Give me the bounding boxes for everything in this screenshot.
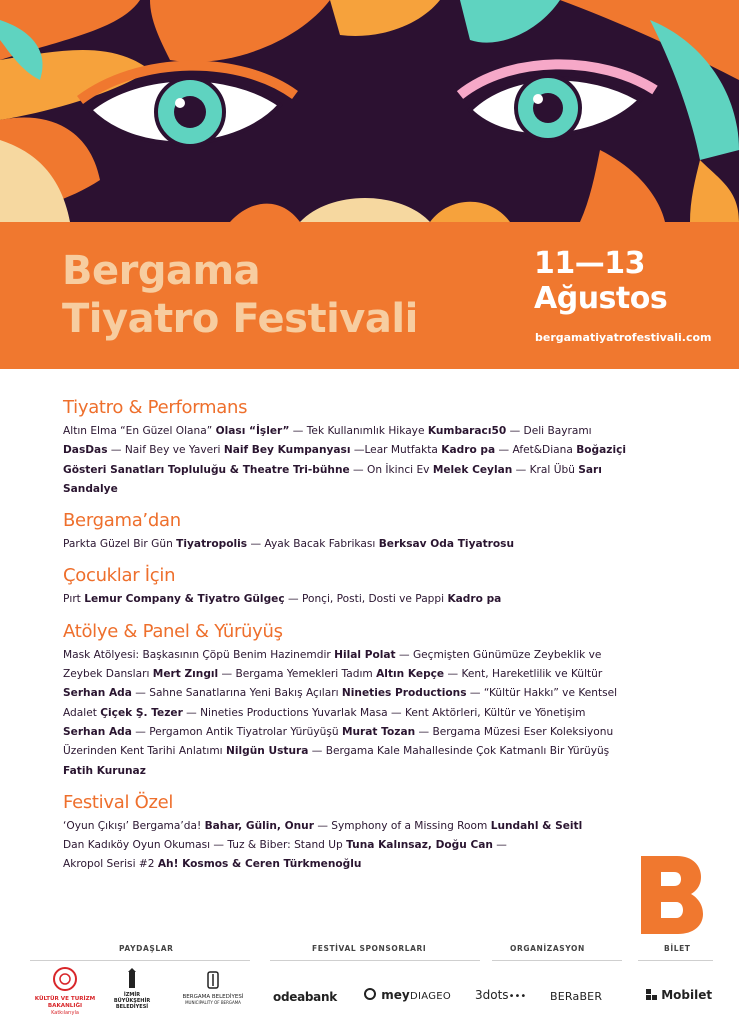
section-body xyxy=(63,646,663,781)
program-section xyxy=(63,621,663,781)
bergama-logo-line2: MUNICIPALITY OF BERGAMA xyxy=(185,1000,241,1005)
section-heading: Çocuklar İçin xyxy=(63,565,176,587)
performer-name: Altın Kepçe xyxy=(376,668,445,681)
performer-name: Mert Zıngıl xyxy=(152,668,219,681)
bergama-emblem-icon xyxy=(205,970,221,990)
footer-divider xyxy=(492,960,622,961)
event-title: — xyxy=(492,839,507,852)
event-title: Zeybek Dansları xyxy=(63,668,153,681)
event-title: Mask Atölyesi: Başkasının Çöpü Benim Hazinemdir xyxy=(63,648,335,661)
program-section xyxy=(63,565,663,609)
event-title: — Ponçi, Posti, Dosti ve Pappi xyxy=(284,593,448,606)
diageo-logo[interactable]: DIAGEO xyxy=(410,991,452,1002)
illustration-banner xyxy=(0,0,739,222)
performer-name: Sandalye xyxy=(63,482,118,495)
festival-title-line2: Tiyatro Festivali xyxy=(62,296,418,342)
event-title: — Geçmişten Günümüze Zeybeklik ve xyxy=(395,648,602,661)
performer-name: Lundahl & Seitl xyxy=(490,819,583,832)
event-title: Adalet xyxy=(63,706,101,719)
performer-name: Serhan Ada xyxy=(63,687,132,700)
event-title: — Afet&Diana xyxy=(495,444,577,457)
performer-name: Hilal Polat xyxy=(334,648,396,661)
footer-heading-paydaslar: PAYDAŞLAR xyxy=(119,944,174,953)
event-title: — Nineties Productions Yuvarlak Masa — Kent Aktörleri, Kültür ve Yönetişim xyxy=(182,706,586,719)
mey-logo-text: mey xyxy=(381,988,410,1002)
performer-name: Olası “İşler” xyxy=(215,425,290,437)
3dots-logo-text: 3dots xyxy=(475,988,509,1002)
performer-name: Gösteri Sanatları Topluluğu & Theatre Tri-bühne xyxy=(63,463,350,476)
section-heading: Bergama’dan xyxy=(63,510,181,532)
performer-name: Boğaziçi xyxy=(576,444,626,457)
odeabank-logo[interactable]: odeabank xyxy=(273,990,337,1004)
kultur-logo-line2: BAKANLIĞI xyxy=(47,1003,83,1009)
event-title: — On İkinci Ev xyxy=(349,463,433,476)
section-body xyxy=(63,535,663,554)
kultur-logo-line1: KÜLTÜR VE TURİZM xyxy=(34,996,96,1002)
event-title: — “Kültür Hakkı” ve Kentsel xyxy=(466,687,618,700)
beraber-logo[interactable]: BERaBER xyxy=(550,990,603,1003)
3dots-logo[interactable] xyxy=(475,988,526,1002)
izmir-bb-logo[interactable] xyxy=(110,968,154,1010)
footer-divider xyxy=(270,960,480,961)
performer-name: Nilgün Ustura xyxy=(226,745,309,758)
event-title: — Pergamon Antik Tiyatrolar Yürüyüşü xyxy=(131,725,342,738)
performer-name: Fatih Kurunaz xyxy=(63,764,146,777)
performer-name: Çiçek Ş. Tezer xyxy=(100,706,183,719)
program-section xyxy=(63,792,663,875)
performer-name: Berksav Oda Tiyatrosu xyxy=(378,538,515,551)
event-title: — Symphony of a Missing Room xyxy=(313,819,491,832)
event-title: — Bergama Kale Mahallesinde Çok Katmanlı Bir Yürüyüş xyxy=(308,745,610,758)
section-heading: Festival Özel xyxy=(63,791,174,813)
event-title: — Kent, Hareketlilik ve Kültür xyxy=(444,668,603,681)
event-title: — Deli Bayramı xyxy=(506,425,592,437)
section-body xyxy=(63,590,663,609)
bergama-logo-line1: BERGAMA BELEDİYESİ xyxy=(182,994,244,1000)
bergama-belediyesi-logo[interactable] xyxy=(170,970,256,1005)
kultur-logo-line3: Katkılarıyla xyxy=(51,1010,79,1016)
clock-tower-icon xyxy=(125,968,139,988)
event-title: — Naif Bey ve Yaveri xyxy=(107,444,224,457)
event-title: Üzerinden Kent Tarihi Anlatımı xyxy=(63,745,226,758)
event-title: — Tek Kullanımlık Hikaye xyxy=(289,425,428,437)
event-title: Parkta Güzel Bir Gün xyxy=(63,538,177,551)
event-title: — Kral Übü xyxy=(512,463,579,476)
footer-divider xyxy=(638,960,713,961)
mobilet-logo-text: Mobilet xyxy=(661,988,713,1002)
program-content xyxy=(63,397,663,886)
event-title: ‘Oyun Çıkışı’ Bergama’da! xyxy=(63,819,205,832)
mey-symbol-icon xyxy=(363,988,377,1000)
performer-name: Tuna Kalınsaz, Doğu Can xyxy=(346,839,493,852)
performer-name: Ah! Kosmos & Ceren Türkmenoğlu xyxy=(157,858,362,871)
event-title: Altın Elma “En Güzel Olana” xyxy=(63,425,216,437)
section-heading: Atölye & Panel & Yürüyüş xyxy=(63,620,283,642)
kultur-turizm-logo[interactable] xyxy=(32,966,98,1017)
performer-name: DasDas xyxy=(63,444,108,457)
izmir-logo-line1: İZMİR xyxy=(123,992,141,998)
izmir-logo-line3: BELEDİYESİ xyxy=(115,1004,149,1010)
performer-name: Sarı xyxy=(578,463,602,476)
izmir-logo-line2: BÜYÜKŞEHİR xyxy=(113,998,151,1004)
event-title: — Sahne Sanatlarına Yeni Bakış Açıları xyxy=(131,687,342,700)
dots-icon: ••• xyxy=(508,991,527,1002)
event-title: — Bergama Müzesi Eser Koleksiyonu xyxy=(415,725,614,738)
footer-heading-sponsorlar: FESTİVAL SPONSORLARI xyxy=(312,944,427,953)
event-title: Pırt xyxy=(63,593,85,606)
performer-name: Melek Ceylan xyxy=(432,463,513,476)
footer-heading-organizasyon: ORGANİZASYON xyxy=(510,944,585,953)
festival-title-line1: Bergama xyxy=(62,248,261,294)
festival-dates-line2: Ağustos xyxy=(534,281,668,316)
event-title: — Ayak Bacak Fabrikası xyxy=(247,538,379,551)
festival-url[interactable]: bergamatiyatrofestivali.com xyxy=(535,331,712,344)
performer-name: Kadro pa xyxy=(441,444,496,457)
section-body xyxy=(63,422,663,499)
program-section xyxy=(63,397,663,499)
performer-name: Kumbaracı50 xyxy=(427,425,507,437)
section-heading: Tiyatro & Performans xyxy=(63,397,248,418)
festival-dates-line1: 11—13 xyxy=(534,246,645,281)
performer-name: Bahar, Gülin, Onur xyxy=(204,819,314,832)
performer-name: Kadro pa xyxy=(447,593,502,606)
event-title: Dan Kadıköy Oyun Okuması — Tuz & Biber: Stand Up xyxy=(63,839,347,852)
footer-divider xyxy=(30,960,250,961)
footer-heading-bilet: BİLET xyxy=(664,944,691,953)
event-title: Akropol Serisi #2 xyxy=(63,858,158,871)
performer-name: Naif Bey Kumpanyası xyxy=(223,444,351,457)
footer-partners xyxy=(30,940,720,1024)
festival-dates xyxy=(534,246,667,316)
event-title: —Lear Mutfakta xyxy=(350,444,442,457)
section-body xyxy=(63,817,663,875)
mobilet-symbol-icon xyxy=(646,989,657,1000)
ministry-emblem-icon xyxy=(52,966,78,992)
program-section xyxy=(63,510,663,554)
performer-name: Lemur Company & Tiyatro Gülgeç xyxy=(84,593,285,606)
mobilet-logo[interactable] xyxy=(646,988,712,1002)
festival-title xyxy=(62,247,418,343)
performer-name: Nineties Productions xyxy=(341,687,467,700)
festival-b-logo xyxy=(641,856,703,934)
event-title: — Bergama Yemekleri Tadım xyxy=(218,668,377,681)
performer-name: Serhan Ada xyxy=(63,725,132,738)
performer-name: Tiyatropolis xyxy=(176,538,248,551)
performer-name: Murat Tozan xyxy=(341,725,416,738)
mey-logo[interactable] xyxy=(363,988,410,1002)
